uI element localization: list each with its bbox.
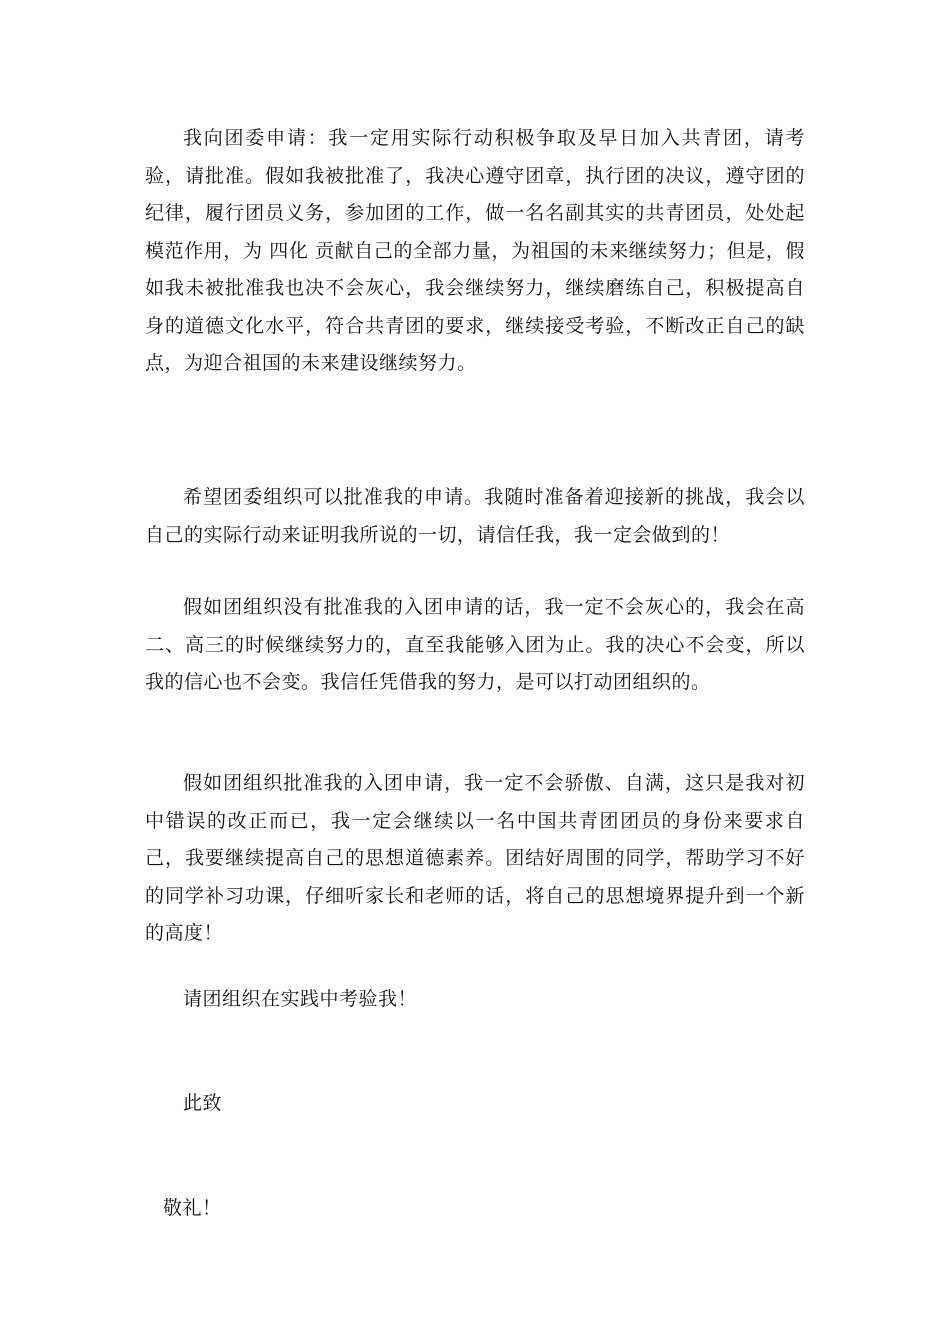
paragraph-if-not-approved: 假如团组织没有批准我的入团申请的话，我一定不会灰心的，我会在高二、高三的时候继续努力的，直至我能够入团为止。我的决心不会变，所以我的信心也不会变。我信任凭借我的努力，是可以打动团组织的。 [145,596,805,693]
paragraph-request-test: 请团组织在实践中考验我！ [183,988,418,1010]
paragraph-if-approved: 假如团组织批准我的入团申请，我一定不会骄傲、自满，这只是我对初中错误的改正而已，我一定会继续以一名中国共青团团员的身份来要求自己，我要继续提高自己的思想道德素养。团结好周围的同学，帮助学习不好的同学补习功课，仔细听家长和老师的话，将自己的思想境界提升到一个新的高度！ [145,772,805,944]
paragraph-salutation: 此致 [183,1092,223,1114]
paragraph-application-pledge: 我向团委申请：我一定用实际行动积极争取及早日加入共青团，请考验，请批准。假如我被批准了，我决心遵守团章，执行团的决议，遵守团的纪律，履行团员义务，参加团的工作，做一名名副其实的共青团员，处处起模范作用，为 四化 贡献自己的全部力量，为祖国的未来继续努力；但是，假如我未被批准我也决不会灰心，我会继续努力，继续磨练自己，积极提高自身的道德文化水平，符合共青团的要求，继续接受考验，不断改正自己的缺点，为迎合祖国的未来建设继续努力。 [145,127,805,374]
closing-regards: 敬礼！ [163,1197,222,1219]
paragraph-hope-approval: 希望团委组织可以批准我的申请。我随时准备着迎接新的挑战，我会以自己的实际行动来证明我所说的一切，请信任我，我一定会做到的！ [145,486,805,546]
